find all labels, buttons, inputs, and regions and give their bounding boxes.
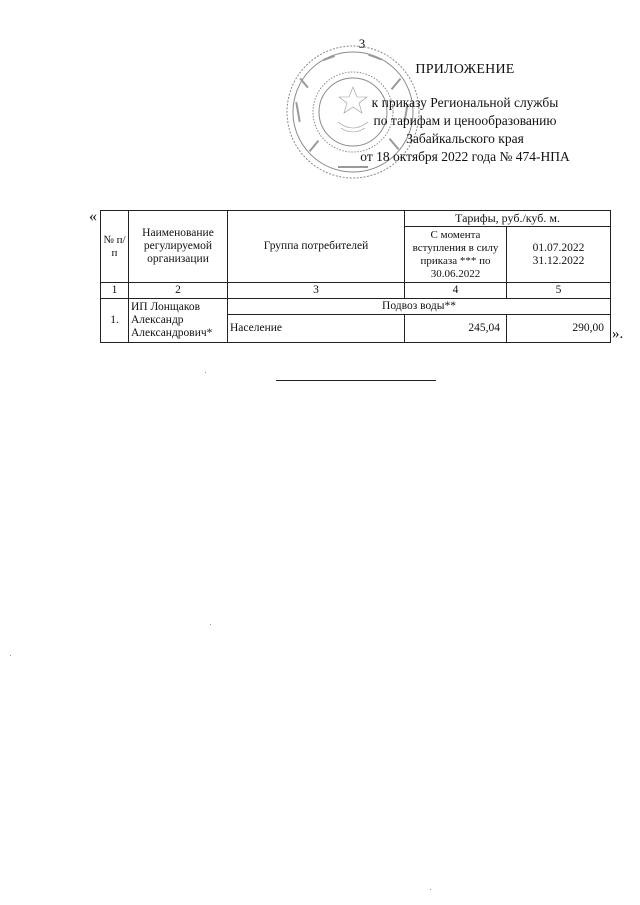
index-cell: 2	[129, 283, 228, 299]
tariff-value-1: 245,04	[405, 315, 507, 343]
period-2-from: 01.07.2022	[532, 241, 585, 254]
index-cell: 5	[507, 283, 611, 299]
header-line-4: от 18 октября 2022 года № 474-НПА	[360, 149, 570, 164]
scan-speck	[210, 624, 211, 625]
opening-quote: «	[89, 208, 97, 225]
organization-name: ИП Лонщаков Александр Александрович*	[129, 299, 228, 343]
service-name: Подвоз воды**	[228, 299, 611, 315]
scan-speck	[430, 889, 431, 890]
header-number: № п/п	[101, 211, 129, 283]
header-tariffs: Тарифы, руб./куб. м.	[405, 211, 611, 227]
header-organization: Наименование регулируемой организации	[129, 211, 228, 283]
header-line-2: по тарифам и ценообразованию	[373, 113, 557, 128]
divider-line	[276, 380, 436, 381]
document-header	[330, 62, 600, 166]
header-consumer-group: Группа потребителей	[228, 211, 405, 283]
index-cell: 3	[228, 283, 405, 299]
scan-speck	[10, 655, 11, 656]
header-line-3: Забайкальского края	[406, 131, 524, 146]
scan-speck	[205, 372, 206, 373]
index-cell: 4	[405, 283, 507, 299]
index-cell: 1	[101, 283, 129, 299]
tariff-table	[100, 210, 611, 343]
header-period-2	[507, 227, 611, 283]
row-number: 1.	[101, 299, 129, 343]
header-period-1: С момента вступления в силу приказа *** по 30.06.2022	[405, 227, 507, 283]
period-2-to: 31.12.2022	[532, 254, 585, 267]
tariff-value-2: 290,00	[507, 315, 611, 343]
closing-quote: ».	[612, 326, 624, 342]
header-line-1: к приказу Региональной службы	[371, 95, 559, 110]
appendix-title: ПРИЛОЖЕНИЕ	[415, 62, 515, 77]
page-number: 3	[358, 36, 366, 51]
table-row	[101, 299, 611, 315]
consumer-group: Население	[228, 315, 405, 343]
column-index-row	[101, 283, 611, 299]
